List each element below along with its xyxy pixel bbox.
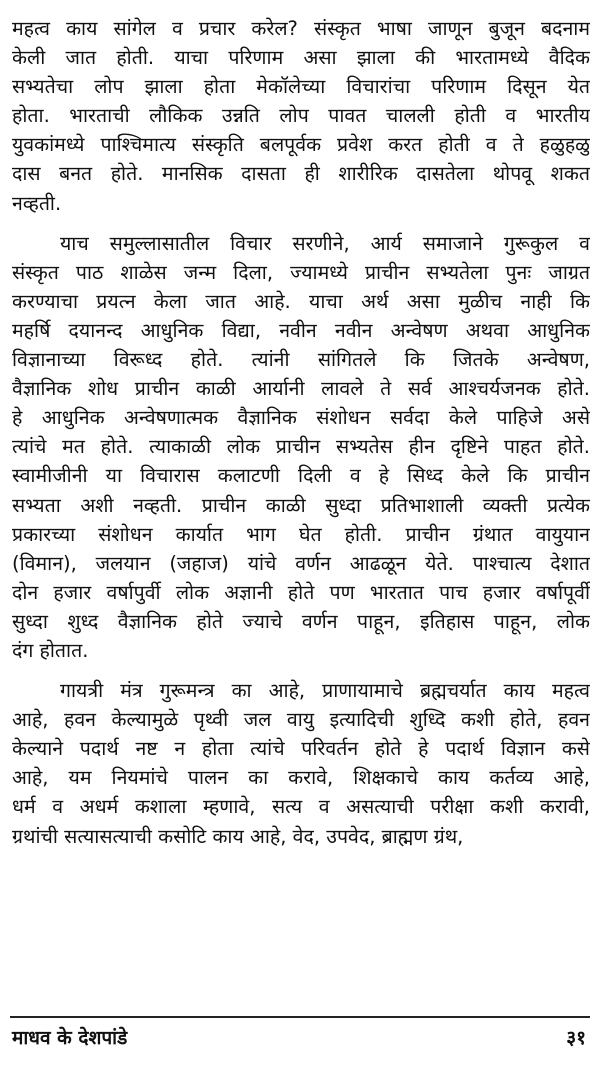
paragraph-gap bbox=[12, 665, 590, 676]
text-line: गायत्री मंत्र गुरूमन्त्र का आहे, प्राणायामाचे ब्रह्मचर्यात काय महत्व bbox=[60, 679, 590, 703]
paragraph bbox=[12, 229, 590, 665]
text-line: केल्याने पदार्थ नष्ट न होता त्यांचे परिवर्तन होते हे पदार्थ विज्ञान कसे bbox=[12, 737, 590, 761]
text-line: नव्हती. bbox=[12, 191, 62, 215]
text-line: आहे, यम नियमांचे पालन का करावे, शिक्षकाचे काय कर्तव्य आहे, bbox=[12, 766, 590, 790]
text-line: (विमान), जलयान (जहाज) यांचे वर्णन आढळून येते. पाश्चात्य देशात bbox=[12, 551, 590, 575]
text-line: सुध्दा शुध्द वैज्ञानिक होते ज्याचे वर्णन पाहून, इतिहास पाहून, लोक bbox=[12, 609, 590, 633]
text-line: याच समुल्लासातील विचार सरणीने, आर्य समाजाने गुरूकुल व bbox=[60, 231, 590, 255]
text-line: प्रकारच्या संशोधन कार्यात भाग घेत होती. प्राचीन ग्रंथात वायुयान bbox=[12, 522, 590, 546]
text-line: धर्म व अधर्म कशाला म्हणावे, सत्य व असत्याची परीक्षा कशी करावी, bbox=[12, 795, 590, 819]
footer-author: माधव के देशपांडे bbox=[12, 1027, 128, 1049]
text-line: संस्कृत पाठ शाळेस जन्म दिला, ज्यामध्ये प्राचीन सभ्यतेला पुनः जाग्रत bbox=[12, 260, 590, 284]
paragraph bbox=[12, 676, 590, 851]
paragraph-gap bbox=[12, 218, 590, 229]
text-line: विज्ञानाच्या विरूध्द होते. त्यांनी सांगितले कि जितके अन्वेषण, bbox=[12, 348, 590, 372]
text-line: आहे, हवन केल्यामुळे पृथ्वी जल वायु इत्यादिची शुध्दि कशी होते, हवन bbox=[12, 708, 590, 732]
text-line: केली जात होती. याचा परिणाम असा झाला की भारतामध्ये वैदिक bbox=[12, 46, 590, 70]
text-line: सभ्यतेचा लोप झाला होता मेकॉलेच्या विचारांचा परिणाम दिसून येत bbox=[12, 75, 590, 99]
text-line: दोन हजार वर्षापुर्वी लोक अज्ञानी होते पण भारतात पाच हजार वर्षापूर्वी bbox=[12, 580, 590, 604]
text-line: सभ्यता अशी नव्हती. प्राचीन काळी सुध्दा प्रतिभाशाली व्यक्ती प्रत्येक bbox=[12, 493, 590, 517]
page-body bbox=[12, 14, 590, 851]
footer-divider bbox=[10, 1016, 590, 1018]
text-line: त्यांचे मत होते. त्याकाळी लोक प्राचीन सभ्यतेस हीन दृष्टिने पाहत होते. bbox=[12, 435, 590, 459]
text-line: होता. भारताची लौकिक उन्नति लोप पावत चालली होती व भारतीय bbox=[12, 104, 590, 128]
text-line: हे आधुनिक अन्वेषणात्मक वैज्ञानिक संशोधन सर्वदा केले पाहिजे असे bbox=[12, 406, 590, 430]
text-line: महर्षि दयानन्द आधुनिक विद्या, नवीन नवीन अन्वेषण अथवा आधुनिक bbox=[12, 318, 590, 342]
text-line: दास बनत होते. मानसिक दासता ही शारीरिक दासतेला थोपवू शकत bbox=[12, 162, 590, 186]
text-line: दंग होतात. bbox=[12, 638, 89, 662]
text-line: युवकांमध्ये पाश्चिमात्य संस्कृति बलपूर्वक प्रवेश करत होती व ते हळुहळु bbox=[12, 133, 590, 157]
page-number: ३१ bbox=[566, 1027, 586, 1049]
paragraph bbox=[12, 14, 590, 218]
text-line: ग्रथांची सत्यासत्याची कसोटि काय आहे, वेद, उपवेद, ब्राह्मण ग्रंथ, bbox=[12, 824, 464, 848]
text-line: महत्व काय सांगेल व प्रचार करेल? संस्कृत भाषा जाणून बुजून बदनाम bbox=[12, 17, 590, 40]
text-line: स्वामीजीनी या विचारास कलाटणी दिली व हे सिध्द केले कि प्राचीन bbox=[12, 464, 590, 488]
text-line: करण्याचा प्रयत्न केला जात आहे. याचा अर्थ असा मुळीच नाही कि bbox=[12, 289, 590, 313]
text-line: वैज्ञानिक शोध प्राचीन काळी आर्यानी लावले ते सर्व आश्चर्यजनक होते. bbox=[12, 377, 590, 401]
